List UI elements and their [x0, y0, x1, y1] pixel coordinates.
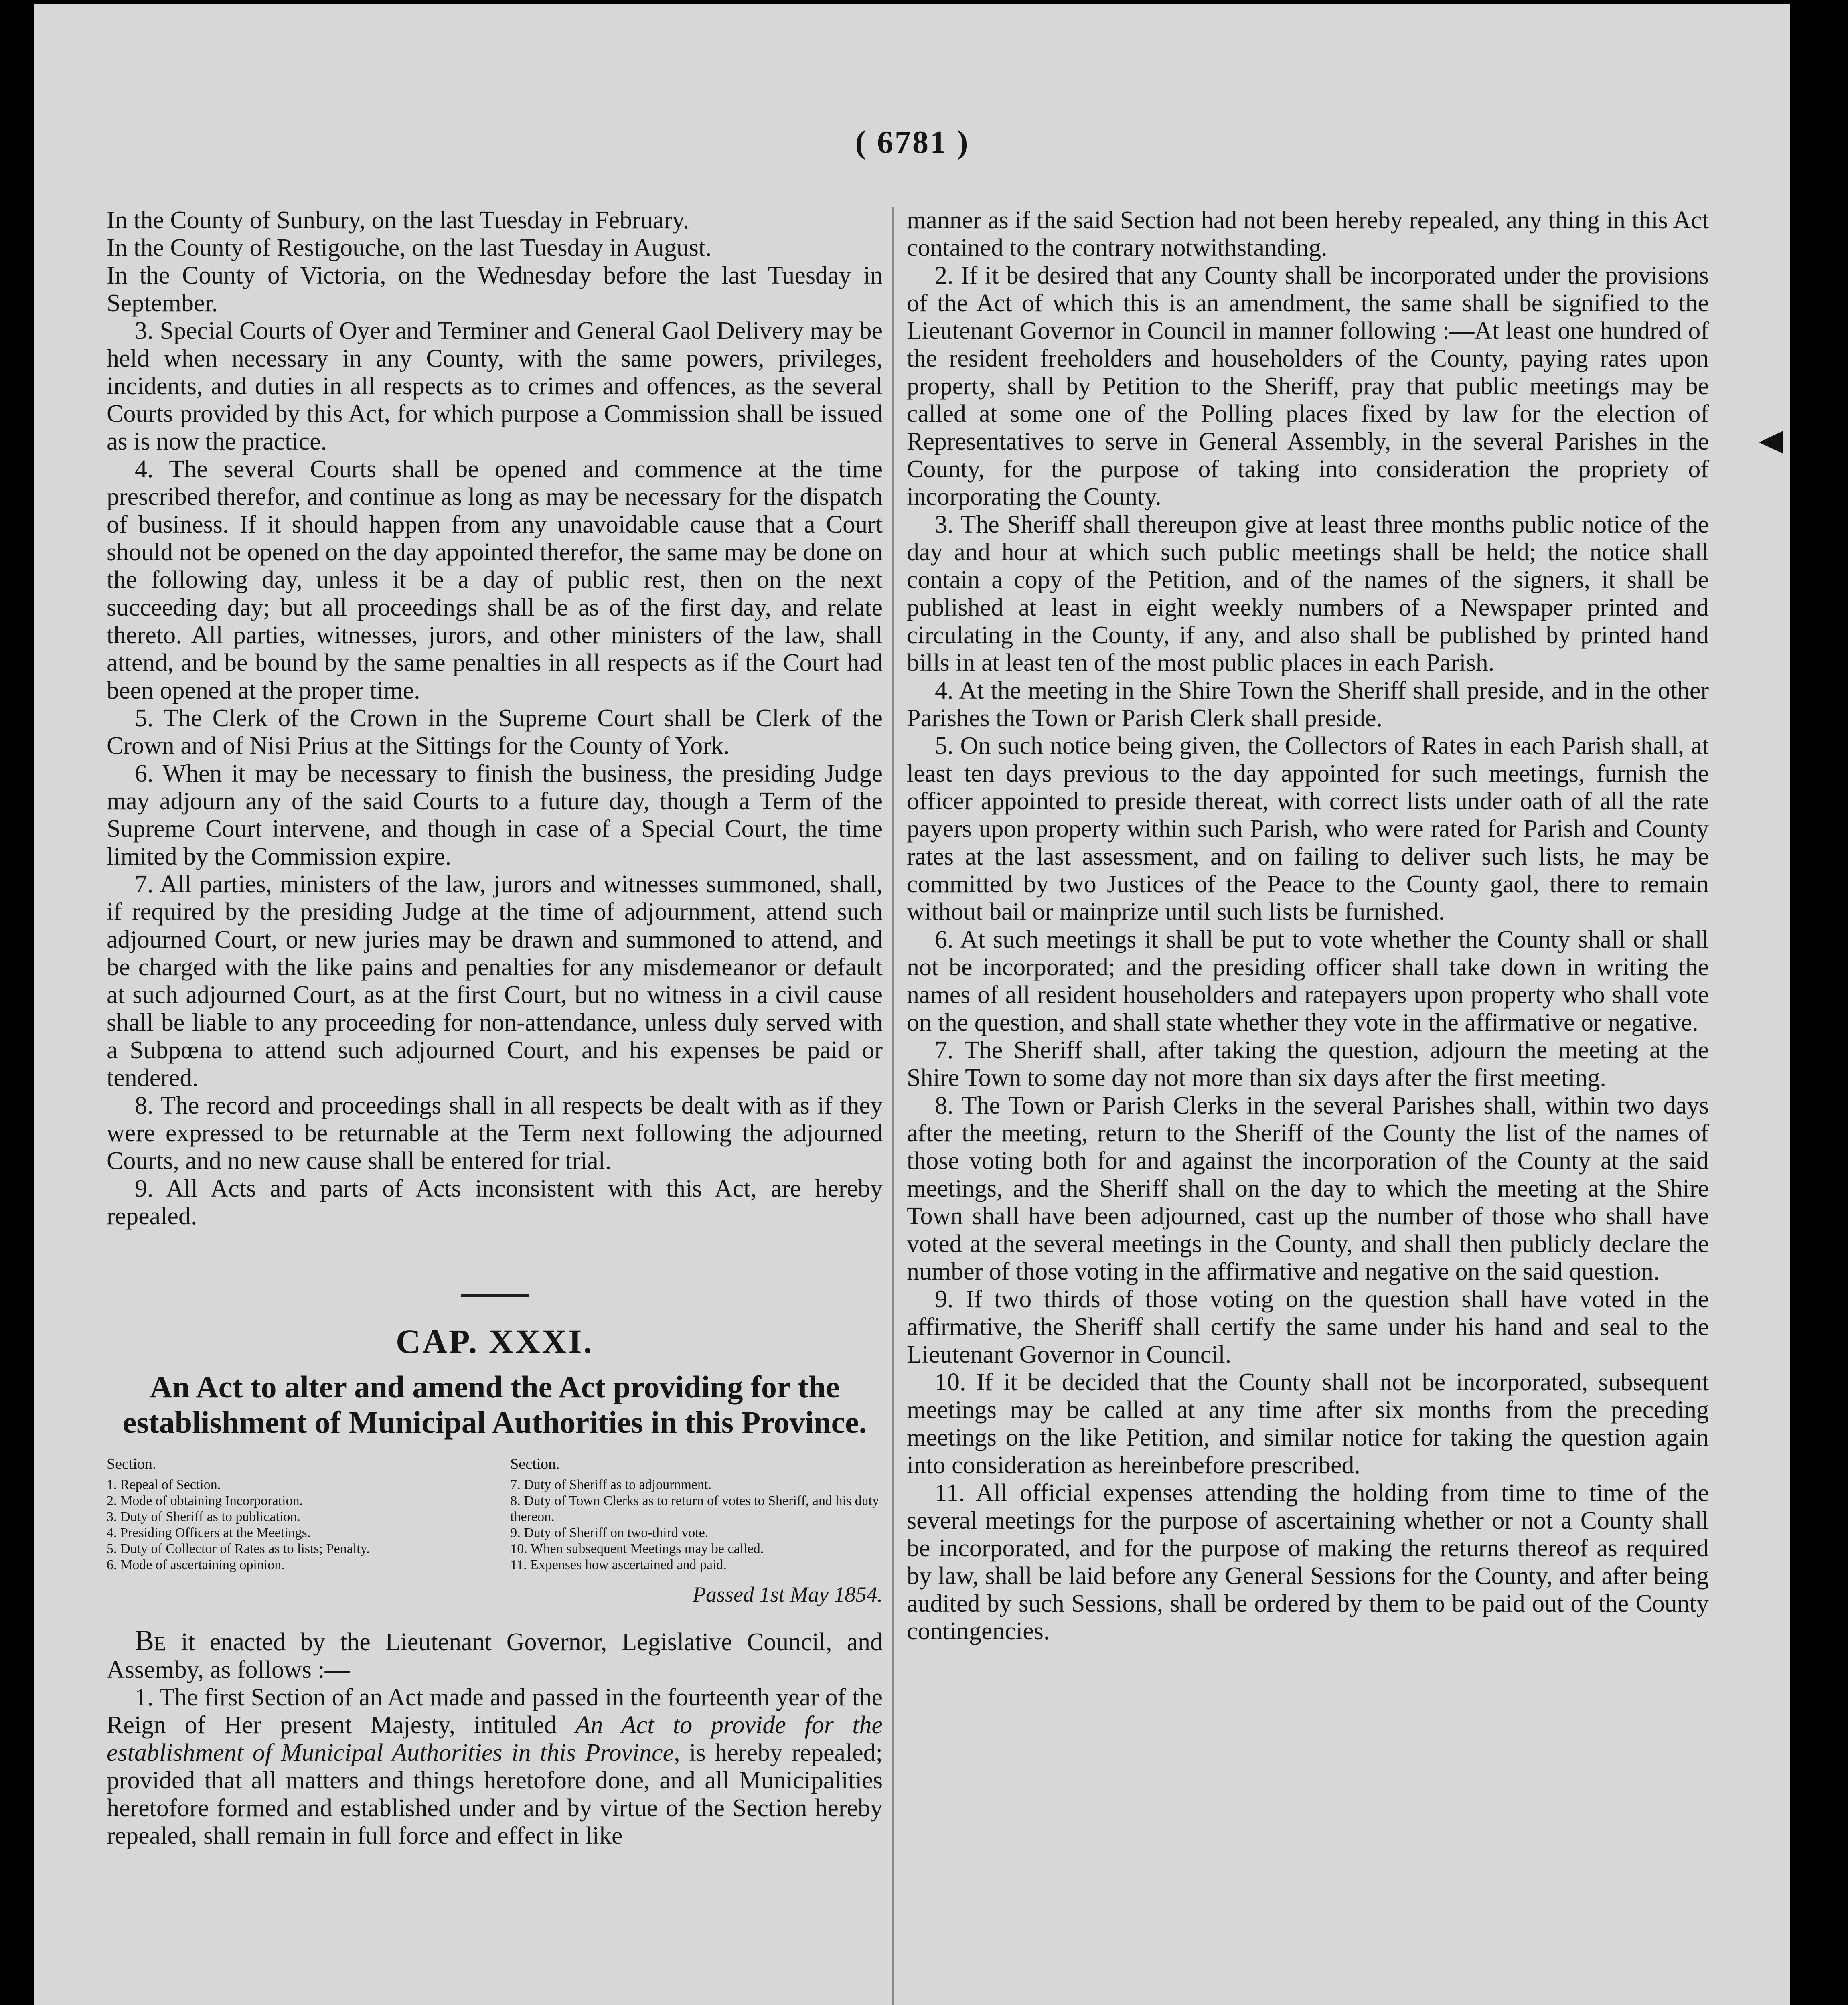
enacting-text: it enacted by the Lieutenant Governor, Legislative Council, and Assemby, as follows :— — [107, 1628, 883, 1683]
paragraph: manner as if the said Section had not been hereby repealed, any thing in this Act contained to the contrary notwithstanding. — [907, 207, 1709, 261]
section-heading: Section. — [107, 1456, 156, 1472]
section-entry: 3. Duty of Sheriff as to publication. — [107, 1509, 300, 1524]
section-index-left — [107, 1456, 479, 1573]
section-entry: 9. Duty of Sheriff on two-third vote. — [510, 1525, 709, 1540]
paragraph: 6. When it may be necessary to finish the business, the presiding Judge may adjourn any of the said Courts to a future day, though a Term of the Supreme Court intervene, and though in case of a Special Court, the time limited by the Commission expire. — [107, 760, 883, 870]
paragraph: 7. The Sheriff shall, after taking the question, adjourn the meeting at the Shire Town to some day not more than six days after the first meeting. — [907, 1037, 1709, 1092]
paragraph: 3. Special Courts of Oyer and Terminer and General Gaol Delivery may be held when necessary in any County, with the same powers, privileges, incidents, and duties in all respects as to crimes and offences, as the several Courts provided by this Act, for which purpose a Commission shall be issued as is now the practice. — [107, 317, 883, 455]
paragraph: 4. At the meeting in the Shire Town the Sheriff shall preside, and in the other Parishes the Town or Parish Clerk shall preside. — [907, 677, 1709, 732]
passed-date: Passed 1st May 1854. — [693, 1582, 883, 1606]
paragraph: 8. The record and proceedings shall in all respects be dealt with as if they were expressed to be returnable at the Term next following the adjourned Courts, and no new cause shall be entered for trial. — [107, 1092, 883, 1175]
paragraph: 10. If it be decided that the County shall not be incorporated, subsequent meetings may be called at any time after six months from the preceding meetings on the like Petition, and similar notice for taking the question again into consideration as hereinbefore prescribed. — [907, 1369, 1709, 1479]
section-entry: 11. Expenses how ascertained and paid. — [510, 1557, 727, 1572]
section-entry: 4. Presiding Officers at the Meetings. — [107, 1525, 311, 1540]
paragraph: 11. All official expenses attending the holding from time to time of the several meetings for the purpose of ascertaining whether or not a County shall be incorporated, and for the purpose of making the returns thereof as required by law, shall be laid before any General Sessions for the County, and after being audited by such Sessions, shall be ordered by them to be paid out of the County contingencies. — [907, 1479, 1709, 1645]
paragraph: 5. On such notice being given, the Collectors of Rates in each Parish shall, at least ten days previous to the day appointed for such meetings, furnish the officer appointed to preside thereat, with correct lists under oath of all the rate payers upon property within such Parish, who were rated for Parish and County rates at the last assessment, and on failing to deliver such lists, he may be committed by two Justices of the Peace to the County gaol, there to remain without bail or mainprize until such lists be furnished. — [907, 732, 1709, 926]
paragraph: 8. The Town or Parish Clerks in the several Parishes shall, within two days after the meeting, return to the Sheriff of the County the list of the names of those voting both for and against the incorporation of the County at the said meetings, and the Sheriff shall on the day to which the meeting at the Shire Town shall have been adjourned, cast up the number of those who shall have voted at the several meetings in the County, and shall then publicly declare the number of those voting in the affirmative and negative on the said question. — [907, 1092, 1709, 1285]
section-entry: 1. Repeal of Section. — [107, 1477, 221, 1492]
paragraph: In the County of Victoria, on the Wednesday before the last Tuesday in September. — [107, 262, 883, 317]
enacting-first-word: Be — [135, 1624, 166, 1657]
section-index-right — [510, 1456, 883, 1573]
chapter-title: CAP. XXXI. — [395, 1322, 594, 1361]
paragraph: 5. The Clerk of the Crown in the Supreme Court shall be Clerk of the Crown and of Nisi Prius at the Sittings for the County of York. — [107, 705, 883, 759]
section-entry: 6. Mode of ascertaining opinion. — [107, 1557, 285, 1572]
section-divider — [461, 1294, 529, 1297]
section-entry: 5. Duty of Collector of Rates as to lists; Penalty. — [107, 1541, 370, 1556]
section-entry: 2. Mode of obtaining Incorporation. — [107, 1493, 303, 1508]
paragraph: 6. At such meetings it shall be put to vote whether the County shall or shall not be incorporated; and the presiding officer shall take down in writing the names of all resident householders and ratepayers upon property who shall vote on the question, and shall state whether they vote in the affirmative or negative. — [907, 926, 1709, 1036]
paragraph: 3. The Sheriff shall thereupon give at least three months public notice of the day and hour at which such public meetings shall be held; the notice shall contain a copy of the Petition, and of the names of the signers, it shall be published at least in eight weekly numbers of a Newspaper printed and circulating in the County, if any, and also shall be published by printed hand bills in at least ten of the most public places in each Parish. — [907, 511, 1709, 676]
section-entry: 8. Duty of Town Clerks as to return of votes to Sheriff, and his duty thereon. — [510, 1493, 879, 1524]
act-title: An Act to alter and amend the Act providing for the establishment of Municipal Authorities in this Province. — [122, 1369, 867, 1440]
page-number: ( 6781 ) — [855, 125, 970, 160]
section-1-act-name: An Act to provide for the establishment of Municipal Authorities in this Province — [107, 1711, 883, 1766]
section-entry: 10. When subsequent Meetings may be called. — [510, 1541, 764, 1556]
paragraph: In the County of Restigouche, on the last Tuesday in August. — [107, 234, 712, 261]
left-column — [107, 207, 883, 1850]
paragraph: 7. All parties, ministers of the law, jurors and witnesses summoned, shall, if required by the presiding Judge at the time of adjournment, attend such adjourned Court, or new juries may be drawn and summoned to attend, and be charged with the like pains and penalties for any misdemeanor or default at such adjourned Court, as at the first Court, but no witness in a civil cause shall be liable to any proceeding for non-attendance, unless duly served with a Subpœna to attend such adjourned Court, and his expenses be paid or tendered. — [107, 871, 883, 1092]
section-1-start: 1. The first Section of an Act made and passed in the fourteenth year of the Reign of Her present Majesty, intituled — [107, 1684, 883, 1739]
paragraph: 9. All Acts and parts of Acts inconsistent with this Act, are hereby repealed. — [107, 1175, 883, 1230]
section-entry: 7. Duty of Sheriff as to adjournment. — [510, 1477, 711, 1492]
column-divider — [892, 207, 894, 2005]
enacting-clause — [107, 1624, 883, 1684]
right-column — [907, 207, 1709, 1645]
margin-mark-icon — [1759, 431, 1783, 454]
paragraph: 9. If two thirds of those voting on the question shall have voted in the affirmative, the Sheriff shall certify the same under his hand and seal to the Lieutenant Governor in Council. — [907, 1286, 1709, 1368]
section-1-text — [107, 1684, 883, 1850]
paragraph: 4. The several Courts shall be opened and commence at the time prescribed therefor, and continue as long as may be necessary for the dispatch of business. If it should happen from any unavoidable cause that a Court should not be opened on the day appointed therefor, the same may be done on the following day, unless it be a day of public rest, then on the next succeeding day; but all proceedings shall be as of the first day, and relate thereto. All parties, witnesses, jurors, and other ministers of the law, shall attend, and be bound by the same penalties in all respects as if the Court had been opened at the proper time. — [107, 456, 883, 704]
section-heading: Section. — [510, 1456, 560, 1472]
section-1-end: , is hereby repealed; provided that all matters and things heretofore done, and all Municipalities heretofore formed and established under and by virtue of the Section hereby repealed, shall remain in full force and effect in like — [107, 1739, 883, 1849]
paragraph: In the County of Sunbury, on the last Tuesday in February. — [107, 207, 689, 234]
document-page — [34, 4, 1790, 2005]
paragraph: 2. If it be desired that any County shall be incorporated under the provisions of the Act of which this is an amendment, the same shall be signified to the Lieutenant Governor in Council in manner following :—At least one hundred of the resident freeholders and householders of the County, paying rates upon property, shall by Petition to the Sheriff, pray that public meetings may be called at some one of the Polling places fixed by law for the election of Representatives to serve in General Assembly, in the several Parishes in the County, for the purpose of taking into consideration the propriety of incorporating the County. — [907, 262, 1709, 510]
section-index — [107, 1456, 883, 1573]
